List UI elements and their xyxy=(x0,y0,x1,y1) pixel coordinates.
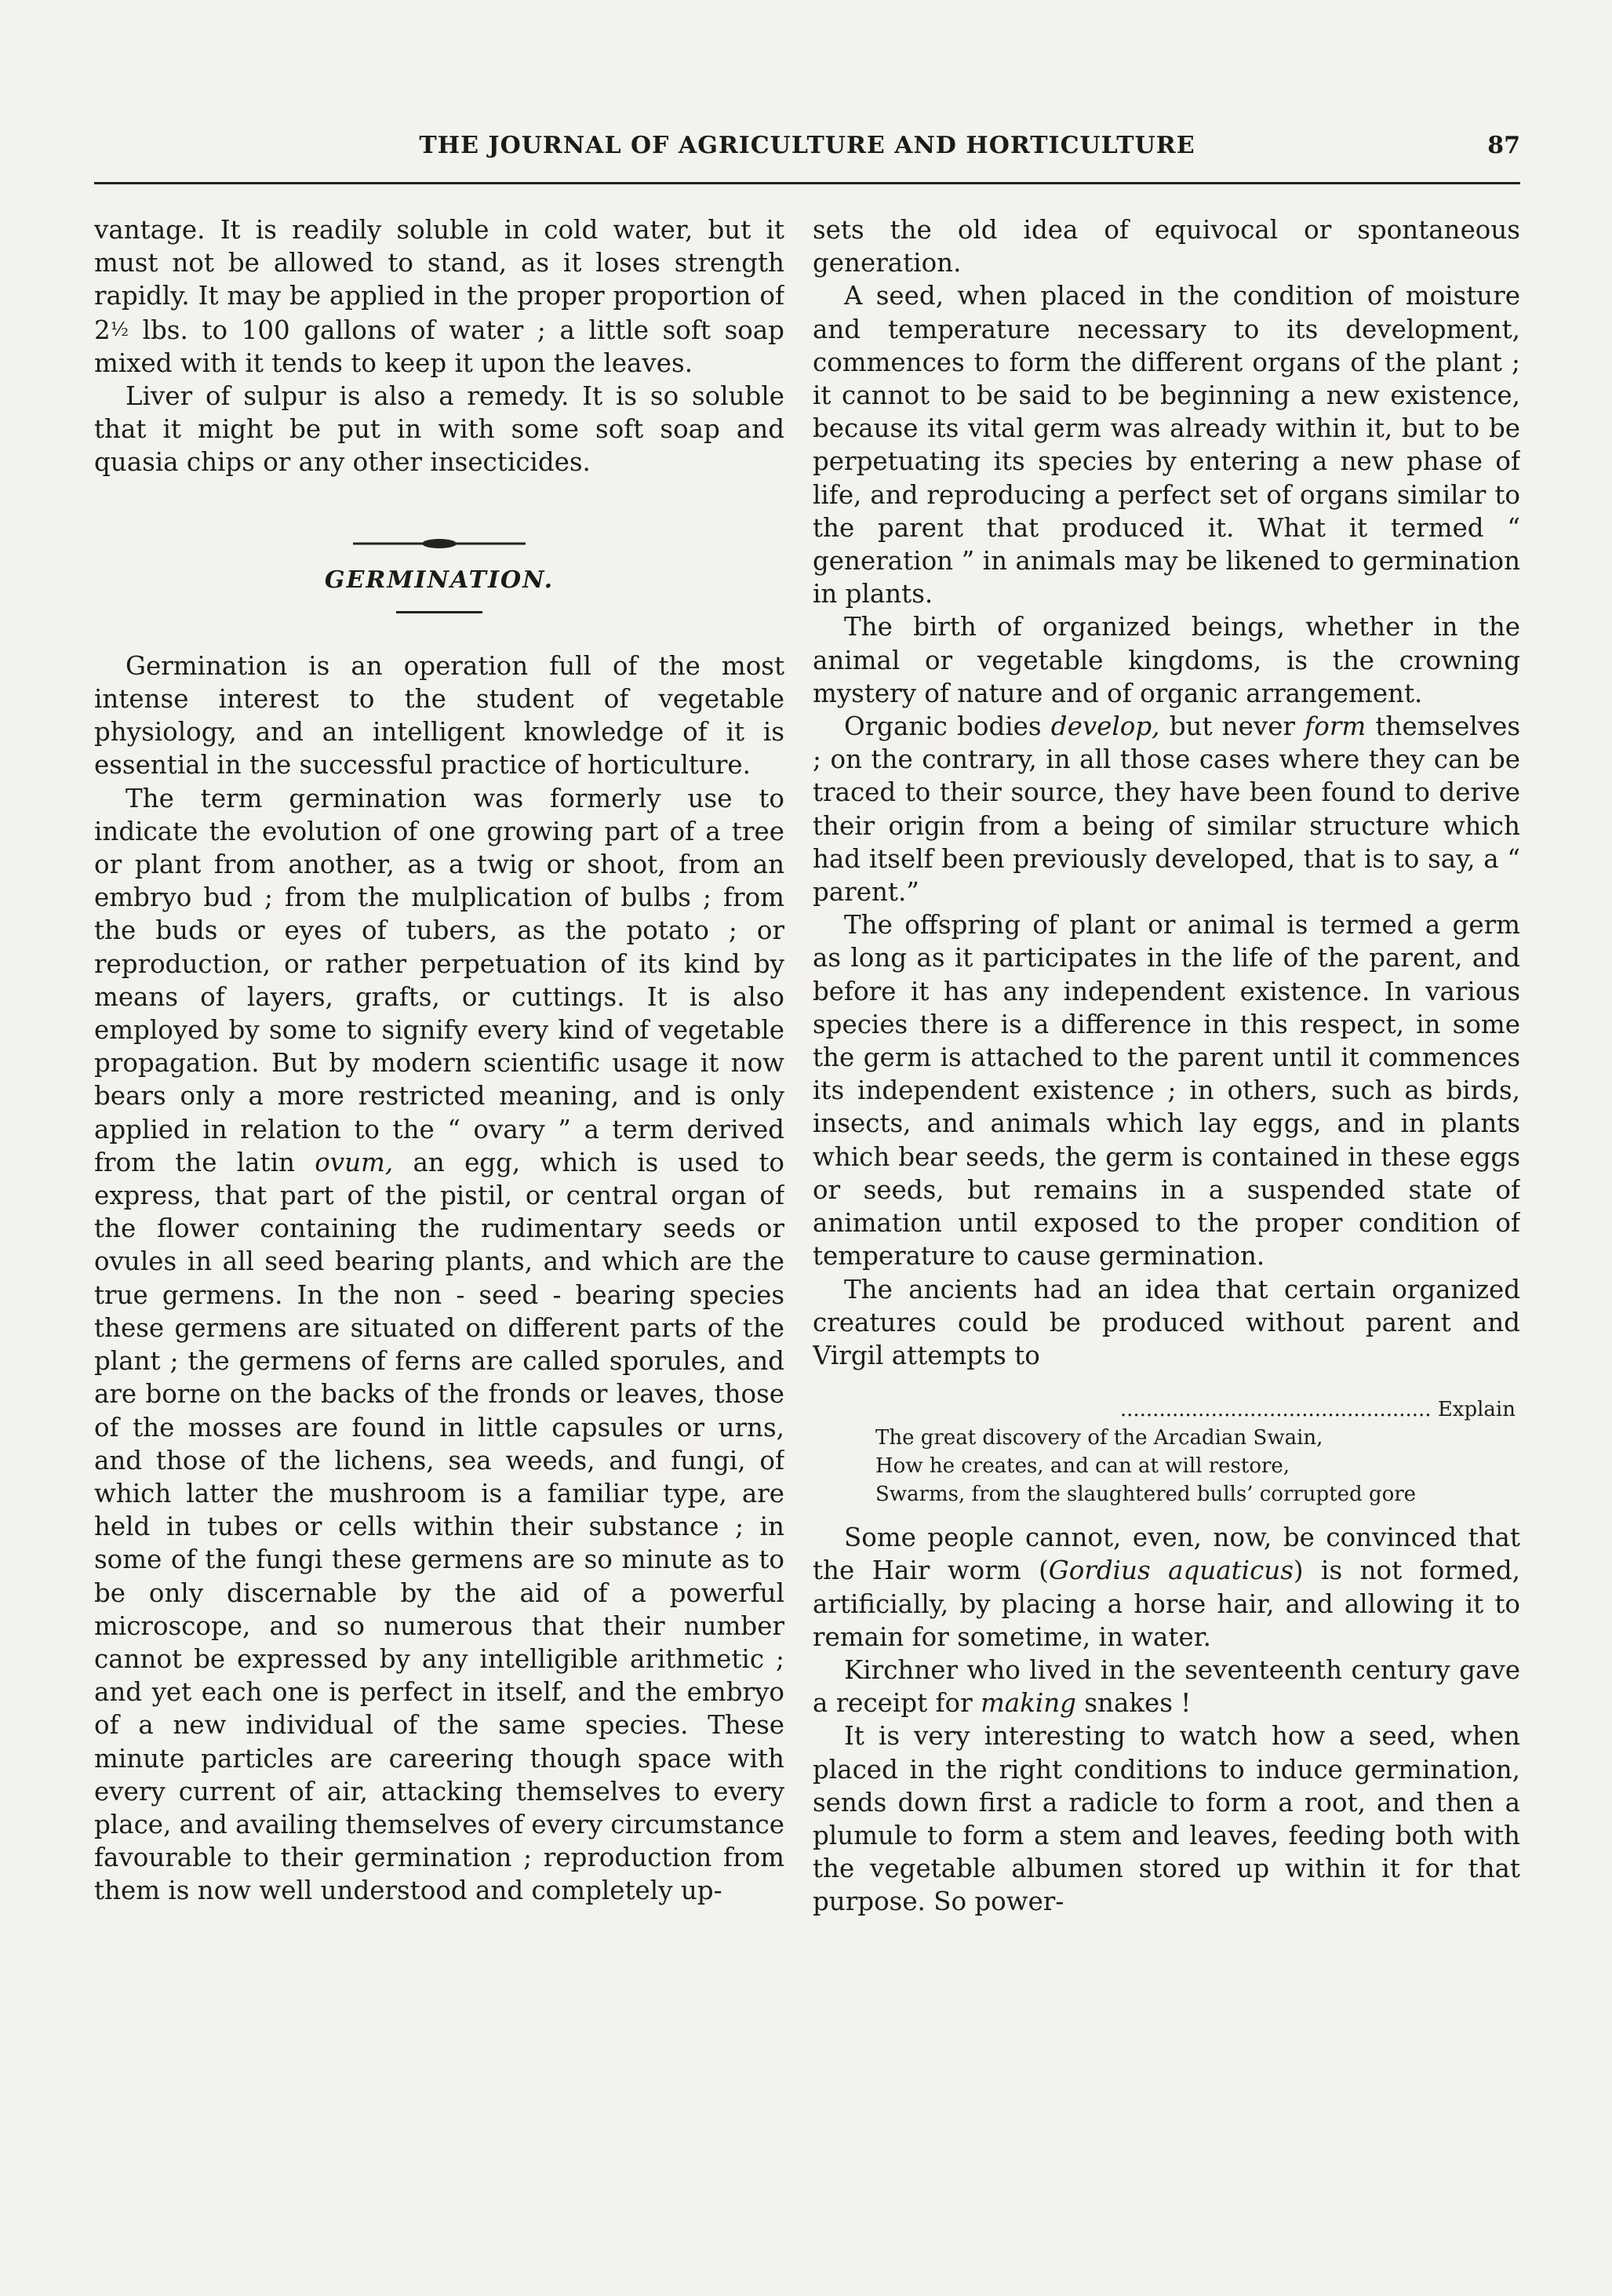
text-run: vantage. It is readily soluble in cold water, but it must not be allowed to stand, as it loses strength rapidly. It may be applied in the proper proportion of 2 xyxy=(94,215,784,345)
paragraph: The birth of organized beings, whether in the animal or vegetable kingdoms, is the crowning mystery of nature and of organic arrangement. xyxy=(813,612,1520,708)
verse-quotation xyxy=(875,1395,1520,1508)
text-run: Some people cannot, even, now, be convinced that the Hair worm ( xyxy=(813,1523,1520,1586)
paragraph: sets the old idea of equivocal or spontaneous generation. xyxy=(813,215,1520,278)
left-column xyxy=(94,213,784,2221)
text-run: but never xyxy=(1159,711,1305,742)
header-rule xyxy=(94,182,1520,184)
paragraph: The offspring of plant or animal is termed a germ as long as it participates in the life of the parent, and before it has any independent existence. In various species there is a difference in this respect, in some the germ is attached to the parent until it commences its independent existence ; in others, such as birds, insects, and animals which lay eggs, and in plants which bear seeds, the germ is contained in these eggs or seeds, but remains in a suspended state of animation until exposed to the proper condition of temperature to cause germination. xyxy=(813,910,1520,1272)
paragraph: Liver of sulpur is also a remedy. It is so soluble that it might be put in with some soft soap and quasia chips or any other insecticides. xyxy=(94,381,784,478)
paragraph xyxy=(94,782,784,1908)
paragraph: The ancients had an idea that certain organized creatures could be produced without parent and Virgil attempts to xyxy=(813,1274,1520,1370)
italic-term: develop, xyxy=(1050,711,1160,742)
fraction: ½ xyxy=(110,318,129,340)
text-run: Kirchner who lived in the seventeenth century gave a receipt for xyxy=(813,1654,1520,1719)
text-run: The term germination was formerly use to indicate the evolution of one growing part of a tree or plant from another, as a twig or shoot, from an embryo bud ; from the mulplication of bulbs ; from the buds or eyes of tubers, as the potato ; or reproduction, or rather perpetuation of its kind by means of layers, grafts, or cuttings. It is also employed by some to signify every kind of vegetable propagation. But by modern scientific usage it now bears only a more restricted meaning, and is only applied in relation to the “ ovary ” a term derived from the latin xyxy=(94,783,784,1177)
section-title: GERMINATION. xyxy=(324,566,555,594)
journal-title: THE JOURNAL OF AGRICULTURE AND HORTICULTURE xyxy=(419,132,1195,159)
right-column xyxy=(813,213,1520,2221)
running-head xyxy=(94,132,1520,179)
text-run: Organic bodies xyxy=(844,711,1051,742)
verse-line: Swarms, from the slaughtered bulls’ corrupted gore xyxy=(875,1483,1417,1507)
paragraph: Germination is an operation full of the most intense interest to the student of vegetable physiology, and an intelligent knowledge of it is essential in the successful practice of horticulture. xyxy=(94,650,784,780)
page-number: 87 xyxy=(1487,132,1520,159)
text-run: themselves ; on the contrary, in all those cases where they can be traced to their source, they have been found to derive their origin from a being of similar structure which had itself been previously developed, that is to say, a “ parent.” xyxy=(813,711,1520,908)
text-run: ) is not formed, artificially, by placing a horse hair, and allowing it to remain for sometime, in water. xyxy=(813,1556,1520,1652)
italic-term: Gordius aquaticus xyxy=(1048,1556,1294,1586)
paragraph xyxy=(813,710,1520,908)
section-ornament xyxy=(94,526,784,545)
verse-line: How he creates, and can at will restore, xyxy=(875,1454,1290,1479)
paragraph xyxy=(94,213,784,380)
text-run: snakes ! xyxy=(1076,1688,1192,1719)
italic-term: form xyxy=(1305,711,1366,742)
verse-line: ................................................ Explain xyxy=(1119,1398,1516,1422)
text-run: lbs. to 100 gallons of water ; a little soft soap mixed with it tends to keep it upon the leaves. xyxy=(94,315,784,378)
text-run: an egg, which is used to express, that part of the pistil, or central organ of the flower containing the rudimentary seeds or ovules in all seed bearing plants, and which are the true germens. In the non - seed - bearing species these germens are situated on different parts of the plant ; the germens of ferns are called sporules, and are borne on the backs of the fronds or leaves, those of the mosses are found in little capsules or urns, and those of the lichens, sea weeds, and fungi, of which latter the mushroom is a familiar type, are held in tubes or cells within their substance ; in some of the fungi these germens are so minute as to be only discernable by the aid of a powerful microscope, and so numerous that their number cannot be expressed by any intelligible arithmetic ; and yet each one is perfect in itself, and the embryo of a new individual of the same species. These minute particles are careering though space with every current of air, attacking themselves to every place, and availing themselves of every circumstance favourable to their germination ; reproduction from them is now well understood and completely up- xyxy=(94,1147,784,1906)
paragraph xyxy=(813,1521,1520,1654)
italic-term: ovum, xyxy=(315,1147,394,1177)
paragraph: A seed, when placed in the condition of moisture and temperature necessary to its development, commences to form the different organs of the plant ; it cannot to be said to be beginning a new existence, because its vital germ was already within it, but to be perpetuating its species by entering a new phase of life, and reproducing a perfect set of organs similar to the parent that produced it. What it termed “ generation ” in animals may be likened to germination in plants. xyxy=(813,281,1520,609)
paragraph xyxy=(813,1654,1520,1719)
title-rule xyxy=(396,611,482,613)
paragraph: It is very interesting to watch how a seed, when placed in the right conditions to induce germination, sends down first a radicle to form a root, and then a plumule to form a stem and leaves, feeding both with the vegetable albumen stored up within it for that purpose. So power- xyxy=(813,1721,1520,1917)
italic-term: making xyxy=(980,1688,1076,1719)
verse-line: The great discovery of the Arcadian Swain, xyxy=(875,1426,1323,1450)
